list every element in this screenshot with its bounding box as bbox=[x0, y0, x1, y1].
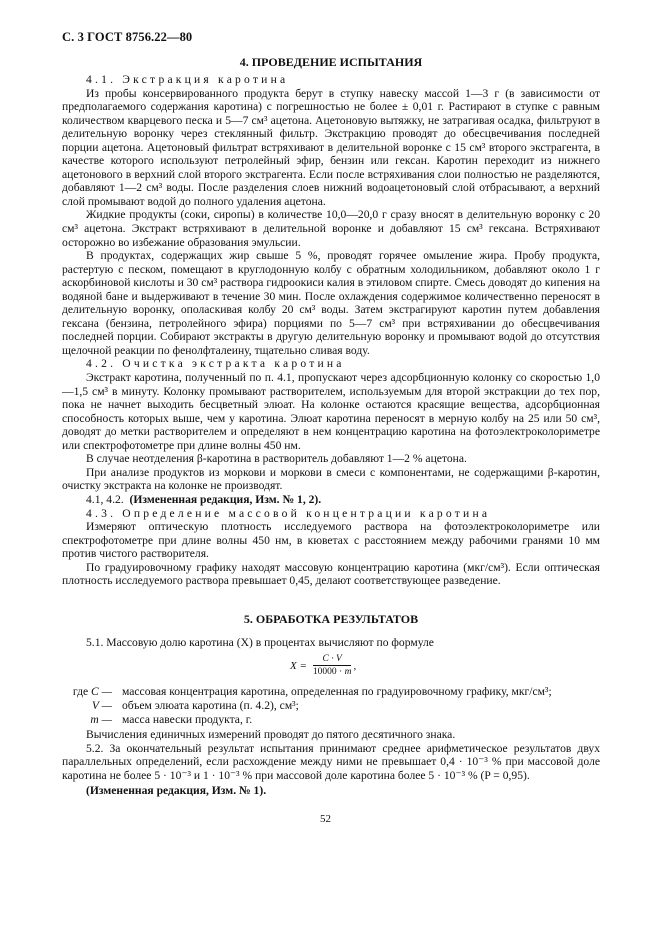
legend-text: массовая концентрация каротина, определенная по градуировочному графику, мкг/см³; bbox=[122, 685, 552, 698]
formula-lhs: X = bbox=[290, 659, 307, 672]
legend-text: объем элюата каротина (п. 4.2), см³; bbox=[122, 699, 299, 712]
denominator-variable: m bbox=[344, 667, 352, 677]
subsection-4-1-heading: 4.1. Экстракция каротина bbox=[86, 73, 289, 86]
formula-tail: , bbox=[353, 659, 357, 672]
section-4-title: 4. ПРОВЕДЕНИЕ ИСПЫТАНИЯ bbox=[239, 55, 423, 69]
denominator-constant: 10000 · bbox=[312, 667, 343, 677]
subsection-4-2-heading: 4.2. Очистка экстракта каротина bbox=[86, 357, 345, 371]
section-5-intro bbox=[62, 636, 600, 650]
legend-prefix: где bbox=[72, 685, 89, 698]
paragraph: Измеряют оптическую плотность исследуемого раствора на фотоэлектроколориметре или спектрофотометре при длине волны 450 нм, в кюветах с расстоянием между рабочими гранями 10 мм против чистого растворителя. bbox=[62, 520, 600, 561]
formula-numerator: C · V bbox=[322, 654, 342, 664]
legend-row bbox=[62, 685, 552, 699]
legend-row bbox=[62, 713, 552, 727]
running-head: С. 3 ГОСТ 8756.22—80 bbox=[62, 30, 193, 44]
paragraph: 5.1. Массовую долю каротина (X) в процентах вычисляют по формуле bbox=[86, 636, 434, 649]
section-5-title: 5. ОБРАБОТКА РЕЗУЛЬТАТОВ bbox=[243, 612, 419, 626]
legend-symbol bbox=[62, 713, 112, 727]
legend-symbol-m: m — bbox=[90, 713, 112, 726]
legend-text: масса навески продукта, г. bbox=[122, 713, 253, 726]
amendment-prefix: 4.1, 4.2. bbox=[86, 492, 124, 506]
formula bbox=[290, 654, 356, 677]
paragraph: Жидкие продукты (соки, сиропы) в количестве 10,0—20,0 г сразу вносят в делительную воронку с 20 см³ ацетона. Экстракт встряхивают в делительной воронке и добавляют 15 см³ гексана. Встряхивают осторожно во избежание образования эмульсии. bbox=[62, 208, 600, 249]
amendment-text: (Измененная редакция, Изм. № 1, 2). bbox=[129, 492, 322, 506]
formula-legend bbox=[62, 685, 552, 727]
paragraph: По градуировочному графику находят массовую концентрацию каротина (мкг/см³). Если оптическая плотность исследуемого раствора превышает 0,45, делают соответствующее разведение. bbox=[62, 560, 600, 588]
page-number: 52 bbox=[320, 813, 331, 825]
formula-denominator bbox=[313, 666, 352, 677]
section-4-body bbox=[62, 73, 600, 588]
legend-symbol-c: C — bbox=[91, 685, 112, 698]
paragraph: 5.2. За окончательный результат испытания принимают среднее арифметическое результатов двух параллельных определений, если расхождение между ними не превышает 0,4 · 10⁻³ % при массовой доле каротина не более 5 · 10⁻³ и 1 · 10⁻³ % при массовой доле каротина более 5 · 10⁻³ % (P = 0,95). bbox=[62, 741, 600, 782]
paragraph: Вычисления единичных измерений проводят до пятого десятичного знака. bbox=[86, 728, 456, 741]
paragraph: В продуктах, содержащих жир свыше 5 %, проводят горячее омыление жира. Пробу продукта, растертую с песком, помещают в круглодонную колбу с обратным холодильником, добавляют около 1 г аскорбиновой кислоты и 30 см³ раствора гидроокиси калия в этиловом спирте. Смесь доводят до кипения на водяной бане и выдерживают в течение 30 мин. После охлаждения содержимое количественно переносят в делительную воронку, ополаскивая колбу 20 см³ воды. Затем экстрагируют каротин путем добавления гексана (бензина, петролейного эфира) порциями по 5—7 см³ при встряхивании до обесцвечивания последней порции. Собирают экстракты в другую делительную воронку и промывают водой до отсутствия щелочной реакции по фенолфталеину, тщательно сливая воду. bbox=[62, 249, 600, 357]
paragraph: Из пробы консервированного продукта берут в ступку навеску массой 1—3 г (в зависимости от предполагаемого содержания каротина) с погрешностью не более ± 0,01 г. Растирают в ступке с равным количеством кварцевого песка и 5—7 см³ ацетона. Ацетоновую вытяжку, не затрагивая осадка, фильтруют в делительную воронку через стеклянный фильтр. Экстракцию проводят до обесцвечивания последней порции ацетона. Ацетоновый фильтрат встряхивают в делительной воронке с 15 см³ второго экстрагента, в качестве которого используют петролейный эфир, бензин или гексан. Каротин переходит из нижнего ацетонового в верхний слой второго экстрагента. Если после встряхивания слои полностью не разделяются, добавляют 1—2 см³ воды. После разделения слоев нижний водоацетоновый слой отбрасывают, а верхний слой промывают водой до полного удаления ацетона. bbox=[62, 86, 600, 208]
legend-symbol-v: V — bbox=[91, 699, 112, 712]
formula-fraction bbox=[313, 654, 352, 677]
amendment-note bbox=[62, 493, 600, 507]
subsection-4-3-heading: 4.3. Определение массовой концентрации каротина bbox=[86, 506, 491, 520]
paragraph: При анализе продуктов из моркови и моркови в смеси с компонентами, не содержащими β-каротин, очистку экстракта на колонке не производят. bbox=[62, 465, 600, 493]
amendment-note: (Измененная редакция, Изм. № 1). bbox=[86, 784, 267, 798]
legend-symbol bbox=[62, 699, 112, 713]
paragraph: В случае неотделения β-каротина в растворитель добавляют 1—2 % ацетона. bbox=[86, 452, 467, 466]
legend-row bbox=[62, 699, 552, 713]
section-5-body bbox=[62, 728, 600, 798]
legend-symbol bbox=[62, 685, 112, 699]
paragraph: Экстракт каротина, полученный по п. 4.1, пропускают через адсорбционную колонку со скоростью 1,0—1,5 см³ в минуту. Колонку промывают растворителем, используемым для второй экстракции до тех пор, пока не начнет выходить бесцветный элюат. На колонке остаются красящие вещества, адсорбционная способность которых выше, чем у каротина. Элюат каротина переносят в мерную колбу на 25 или 50 см³, доводят до метки растворителем и определяют в нем концентрацию каротина на фотоэлектроколориметре или спектрофотометре при длине волны 450 нм. bbox=[62, 371, 600, 452]
